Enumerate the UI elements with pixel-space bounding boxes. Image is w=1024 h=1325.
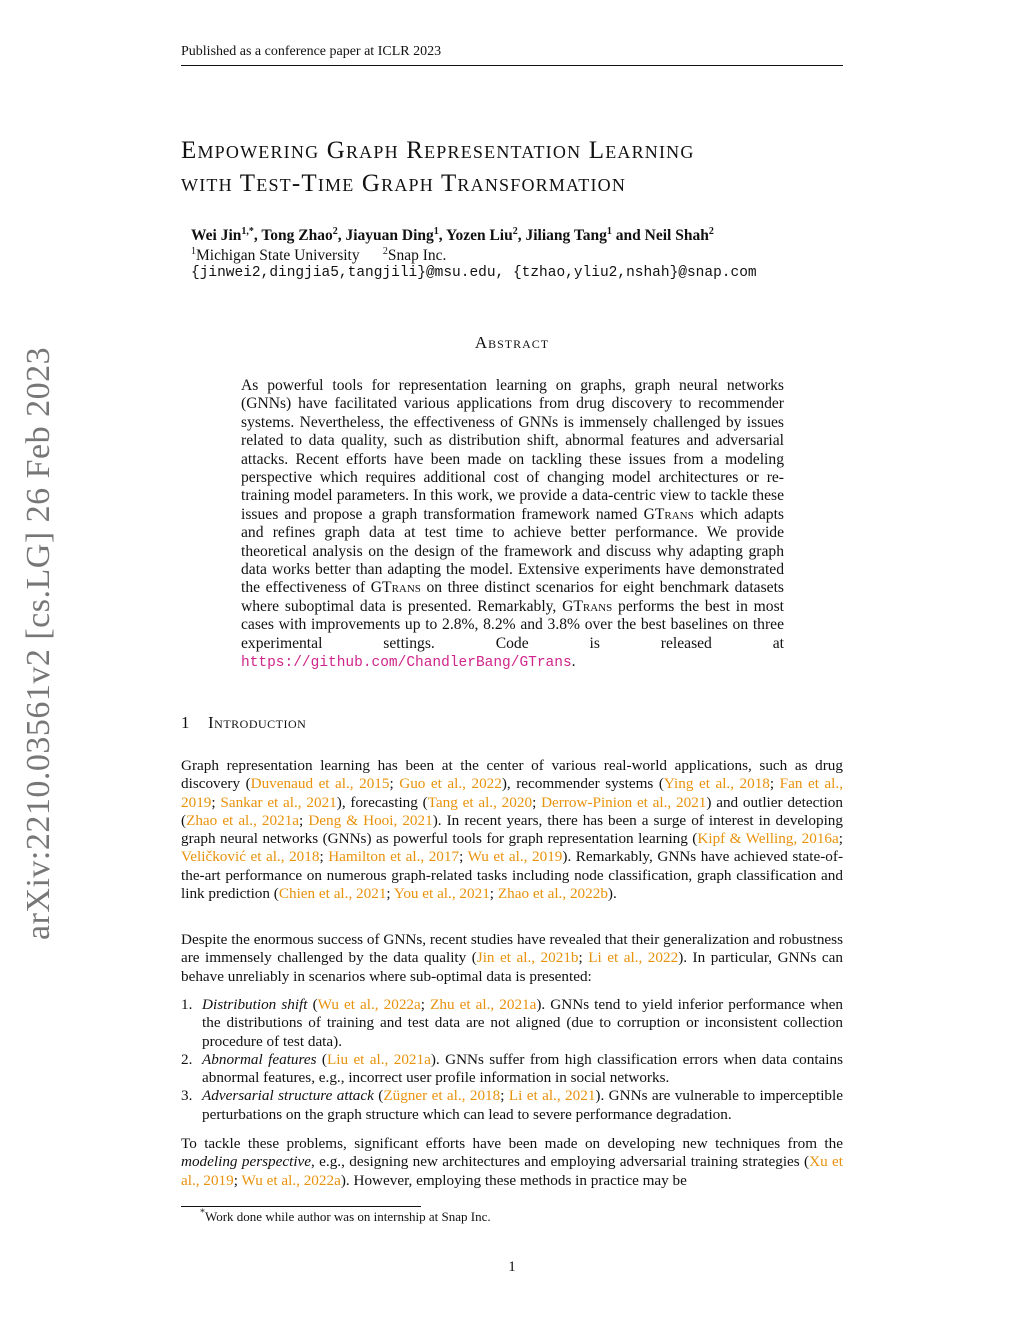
text: , e.g., designing new architectures and employing adversarial training strategies (: [311, 1153, 810, 1171]
citation-link[interactable]: You et al., 2021: [393, 885, 490, 903]
author-name: Jiayuan Ding: [345, 227, 434, 244]
author-name: Tong Zhao: [261, 227, 333, 244]
text: ) and outlier detection (: [181, 793, 843, 829]
author-conjunction: and: [615, 227, 641, 244]
affil-mark: 1: [191, 245, 196, 257]
list-number: 3.: [181, 1087, 193, 1105]
text: ;: [500, 1087, 509, 1105]
title-line-2: with Test-Time Graph Transformation: [181, 170, 627, 197]
intro-paragraph-1: [181, 757, 843, 903]
author-name: Yozen Liu: [445, 227, 513, 244]
citation-link[interactable]: Zhao et al., 2021a: [186, 811, 300, 829]
text: ;: [459, 848, 468, 866]
list-term: Adversarial structure attack: [202, 1087, 374, 1105]
text: ;: [420, 996, 431, 1013]
citation-link[interactable]: Li et al., 2022: [588, 949, 679, 967]
citation-link[interactable]: Wu et al., 2019: [467, 848, 563, 866]
text: Graph representation learning has been at the center of various real-world applications, such as drug discovery (: [181, 757, 843, 793]
list-term: Abnormal features: [202, 1050, 317, 1068]
author-affil-mark: 1,*: [241, 225, 254, 237]
citation-link[interactable]: Wu et al., 2022a: [241, 1171, 341, 1189]
text: ;: [489, 885, 498, 903]
citation-link[interactable]: Ying et al., 2018: [663, 775, 770, 793]
text: ;: [769, 775, 780, 793]
citation-link[interactable]: Zhu et al., 2021a: [430, 996, 537, 1013]
section-title: Introduction: [208, 713, 307, 732]
list-item: [181, 1087, 843, 1124]
text: ). However, employing these methods in practice may be: [340, 1171, 687, 1189]
list-item: [181, 1051, 843, 1088]
citation-link[interactable]: Guo et al., 2022: [399, 775, 502, 793]
text: ;: [319, 848, 329, 866]
citation-link[interactable]: Sankar et al., 2021: [220, 793, 337, 811]
citation-link[interactable]: Derrow-Pinion et al., 2021: [541, 793, 707, 811]
header-rule: [181, 65, 843, 66]
author-affil-mark: 1: [606, 225, 612, 237]
text: ). In recent years, there has been a surge of interest in developing graph neural networks (GNNs) as powerful tools for graph representation learning (: [181, 811, 843, 848]
citation-link[interactable]: Wu et al., 2022a: [317, 996, 421, 1013]
page-number: 1: [508, 1259, 516, 1275]
code-link[interactable]: https://github.com/ChandlerBang/GTrans: [241, 655, 572, 672]
author-list: Wei Jin$^{1,*}$, Tong Zhao$^2$, Jiayuan Ding$^1$, Yozen Liu$^2$, Jiliang Tang$^1$ and Neil Shah$^2$: [191, 225, 714, 244]
method-name: GTrans: [643, 505, 694, 523]
citation-link[interactable]: Zügner et al., 2018: [383, 1087, 501, 1105]
footnote-rule: [181, 1206, 421, 1207]
text: ;: [233, 1171, 242, 1189]
affiliations: [191, 247, 446, 265]
text: ). In particular, GNNs can behave unreliably in scenarios where sub-optimal data is presented:: [181, 949, 843, 985]
author-emails: {jinwei2,dingjia5,tangjili}@msu.edu, {tzhao,yliu2,nshah}@snap.com: [191, 265, 757, 281]
affiliation-msu: Michigan State University: [196, 247, 360, 264]
footnote-text: Work done while author was on internship at Snap Inc.: [205, 1209, 491, 1224]
footnote: [200, 1209, 491, 1225]
arxiv-identifier: arXiv:2210.03561v2 [cs.LG] 26 Feb 2023: [20, 346, 57, 940]
author-affil-mark: 2: [332, 225, 338, 237]
citation-link[interactable]: Fan et al., 2019: [181, 775, 843, 811]
text: ;: [389, 775, 400, 793]
author-affil-mark: 1: [433, 225, 439, 237]
list-term: Distribution shift: [202, 996, 308, 1013]
abstract-text: performs the best in most cases with improvements up to 2.8%, 8.2% and 3.8% over the best baselines on three experimental settings. Code is released at: [241, 597, 784, 652]
text: (: [373, 1087, 384, 1105]
citation-link[interactable]: Chien et al., 2021: [278, 885, 387, 903]
abstract-heading: Abstract: [474, 333, 550, 352]
author-name: Neil Shah: [644, 227, 709, 244]
affiliation-snap: Snap Inc.: [387, 247, 447, 264]
abstract-text: which adapts and refines graph data at test time to achieve better performance. We provide theoretical analysis on the design of the framework and discuss why adapting graph data works better than adapting the model. Extensive experiments have demonstrated the effectiveness of: [241, 505, 784, 597]
citation-link[interactable]: Hamilton et al., 2017: [328, 848, 460, 866]
citation-link[interactable]: Tang et al., 2020: [427, 793, 533, 811]
citation-link[interactable]: Xu et al., 2019: [181, 1153, 843, 1189]
text: ;: [299, 811, 309, 829]
citation-link[interactable]: Jin et al., 2021b: [476, 949, 579, 967]
citation-link[interactable]: Kipf & Welling, 2016a: [697, 830, 839, 848]
author-name: Wei Jin: [191, 227, 242, 244]
text: ;: [578, 949, 589, 967]
text: ), recommender systems (: [501, 775, 664, 793]
text: (: [307, 996, 318, 1013]
method-name: GTrans: [370, 579, 421, 597]
text: ). Remarkably, GNNs have achieved state-of-the-art performance on numerous graph-related tasks including node classification, graph classification and link prediction (: [181, 848, 843, 903]
text: ). GNNs are vulnerable to imperceptible perturbations on the graph structure which can lead to severe performance degradation.: [202, 1087, 843, 1123]
list-number: 1.: [181, 996, 193, 1013]
text: ;: [838, 830, 843, 848]
running-header: Published as a conference paper at ICLR 2023: [181, 44, 442, 59]
text: ;: [532, 793, 542, 811]
citation-link[interactable]: Deng & Hooi, 2021: [308, 811, 433, 829]
citation-link[interactable]: Veličković et al., 2018: [181, 848, 320, 866]
list-number: 2.: [181, 1050, 193, 1068]
author-affil-mark: 2: [512, 225, 518, 237]
text: ). GNNs tend to yield inferior performance when the distributions of training and test data are not aligned (due to corruption or inconsistent collection procedure of test data).: [202, 996, 843, 1050]
citation-link[interactable]: Liu et al., 2021a: [326, 1050, 431, 1068]
citation-link[interactable]: Duvenaud et al., 2015: [250, 775, 390, 793]
abstract-body: [241, 377, 784, 673]
text: (: [316, 1050, 327, 1068]
problem-list: [181, 996, 843, 1124]
text: ;: [386, 885, 394, 903]
emphasis: modeling perspective: [181, 1153, 312, 1171]
author-affil-mark: 2: [708, 225, 714, 237]
section-number: 1: [181, 713, 190, 732]
text: ;: [211, 793, 221, 811]
intro-paragraph-2: [181, 931, 843, 986]
text: To tackle these problems, significant efforts have been made on developing new techniques from the: [181, 1135, 843, 1152]
paper-title: [181, 134, 861, 200]
text: Despite the enormous success of GNNs, recent studies have revealed that their generalization and robustness are immensely challenged by the data quality (: [181, 931, 843, 967]
abstract-end: .: [571, 653, 576, 671]
section-heading-introduction: [181, 713, 306, 733]
text: ).: [607, 885, 617, 903]
abstract-text: As powerful tools for representation learning on graphs, graph neural networks (GNNs) have facilitated various applications from drug discovery to recommender systems. Nevertheless, the effectiveness of GNNs is immensely challenged by issues related to data quality, such as distribution shift, abnormal features and adversarial attacks. Recent efforts have been made on tackling these issues from a modeling perspective which requires additional cost of changing model architectures or re-training model parameters. In this work, we provide a data-centric view to tackle these issues and propose a graph transformation framework named: [241, 377, 784, 523]
abstract-text: on three distinct scenarios for eight benchmark datasets where suboptimal data is presented. Remarkably,: [241, 579, 784, 615]
text: ). GNNs suffer from high classification errors when data contains abnormal features, e.g., incorrect user profile information in social networks.: [202, 1050, 844, 1087]
footnote-mark: *: [200, 1207, 205, 1219]
affil-mark: 2: [382, 245, 388, 257]
author-name: Jiliang Tang: [525, 227, 607, 244]
intro-paragraph-3: [181, 1135, 843, 1190]
citation-link[interactable]: Zhao et al., 2022b: [497, 885, 608, 903]
text: ), forecasting (: [336, 793, 428, 811]
title-line-1: Empowering Graph Representation Learning: [181, 137, 695, 164]
list-item: [181, 996, 843, 1051]
method-name: GTrans: [562, 597, 613, 615]
citation-link[interactable]: Li et al., 2021: [508, 1087, 596, 1105]
